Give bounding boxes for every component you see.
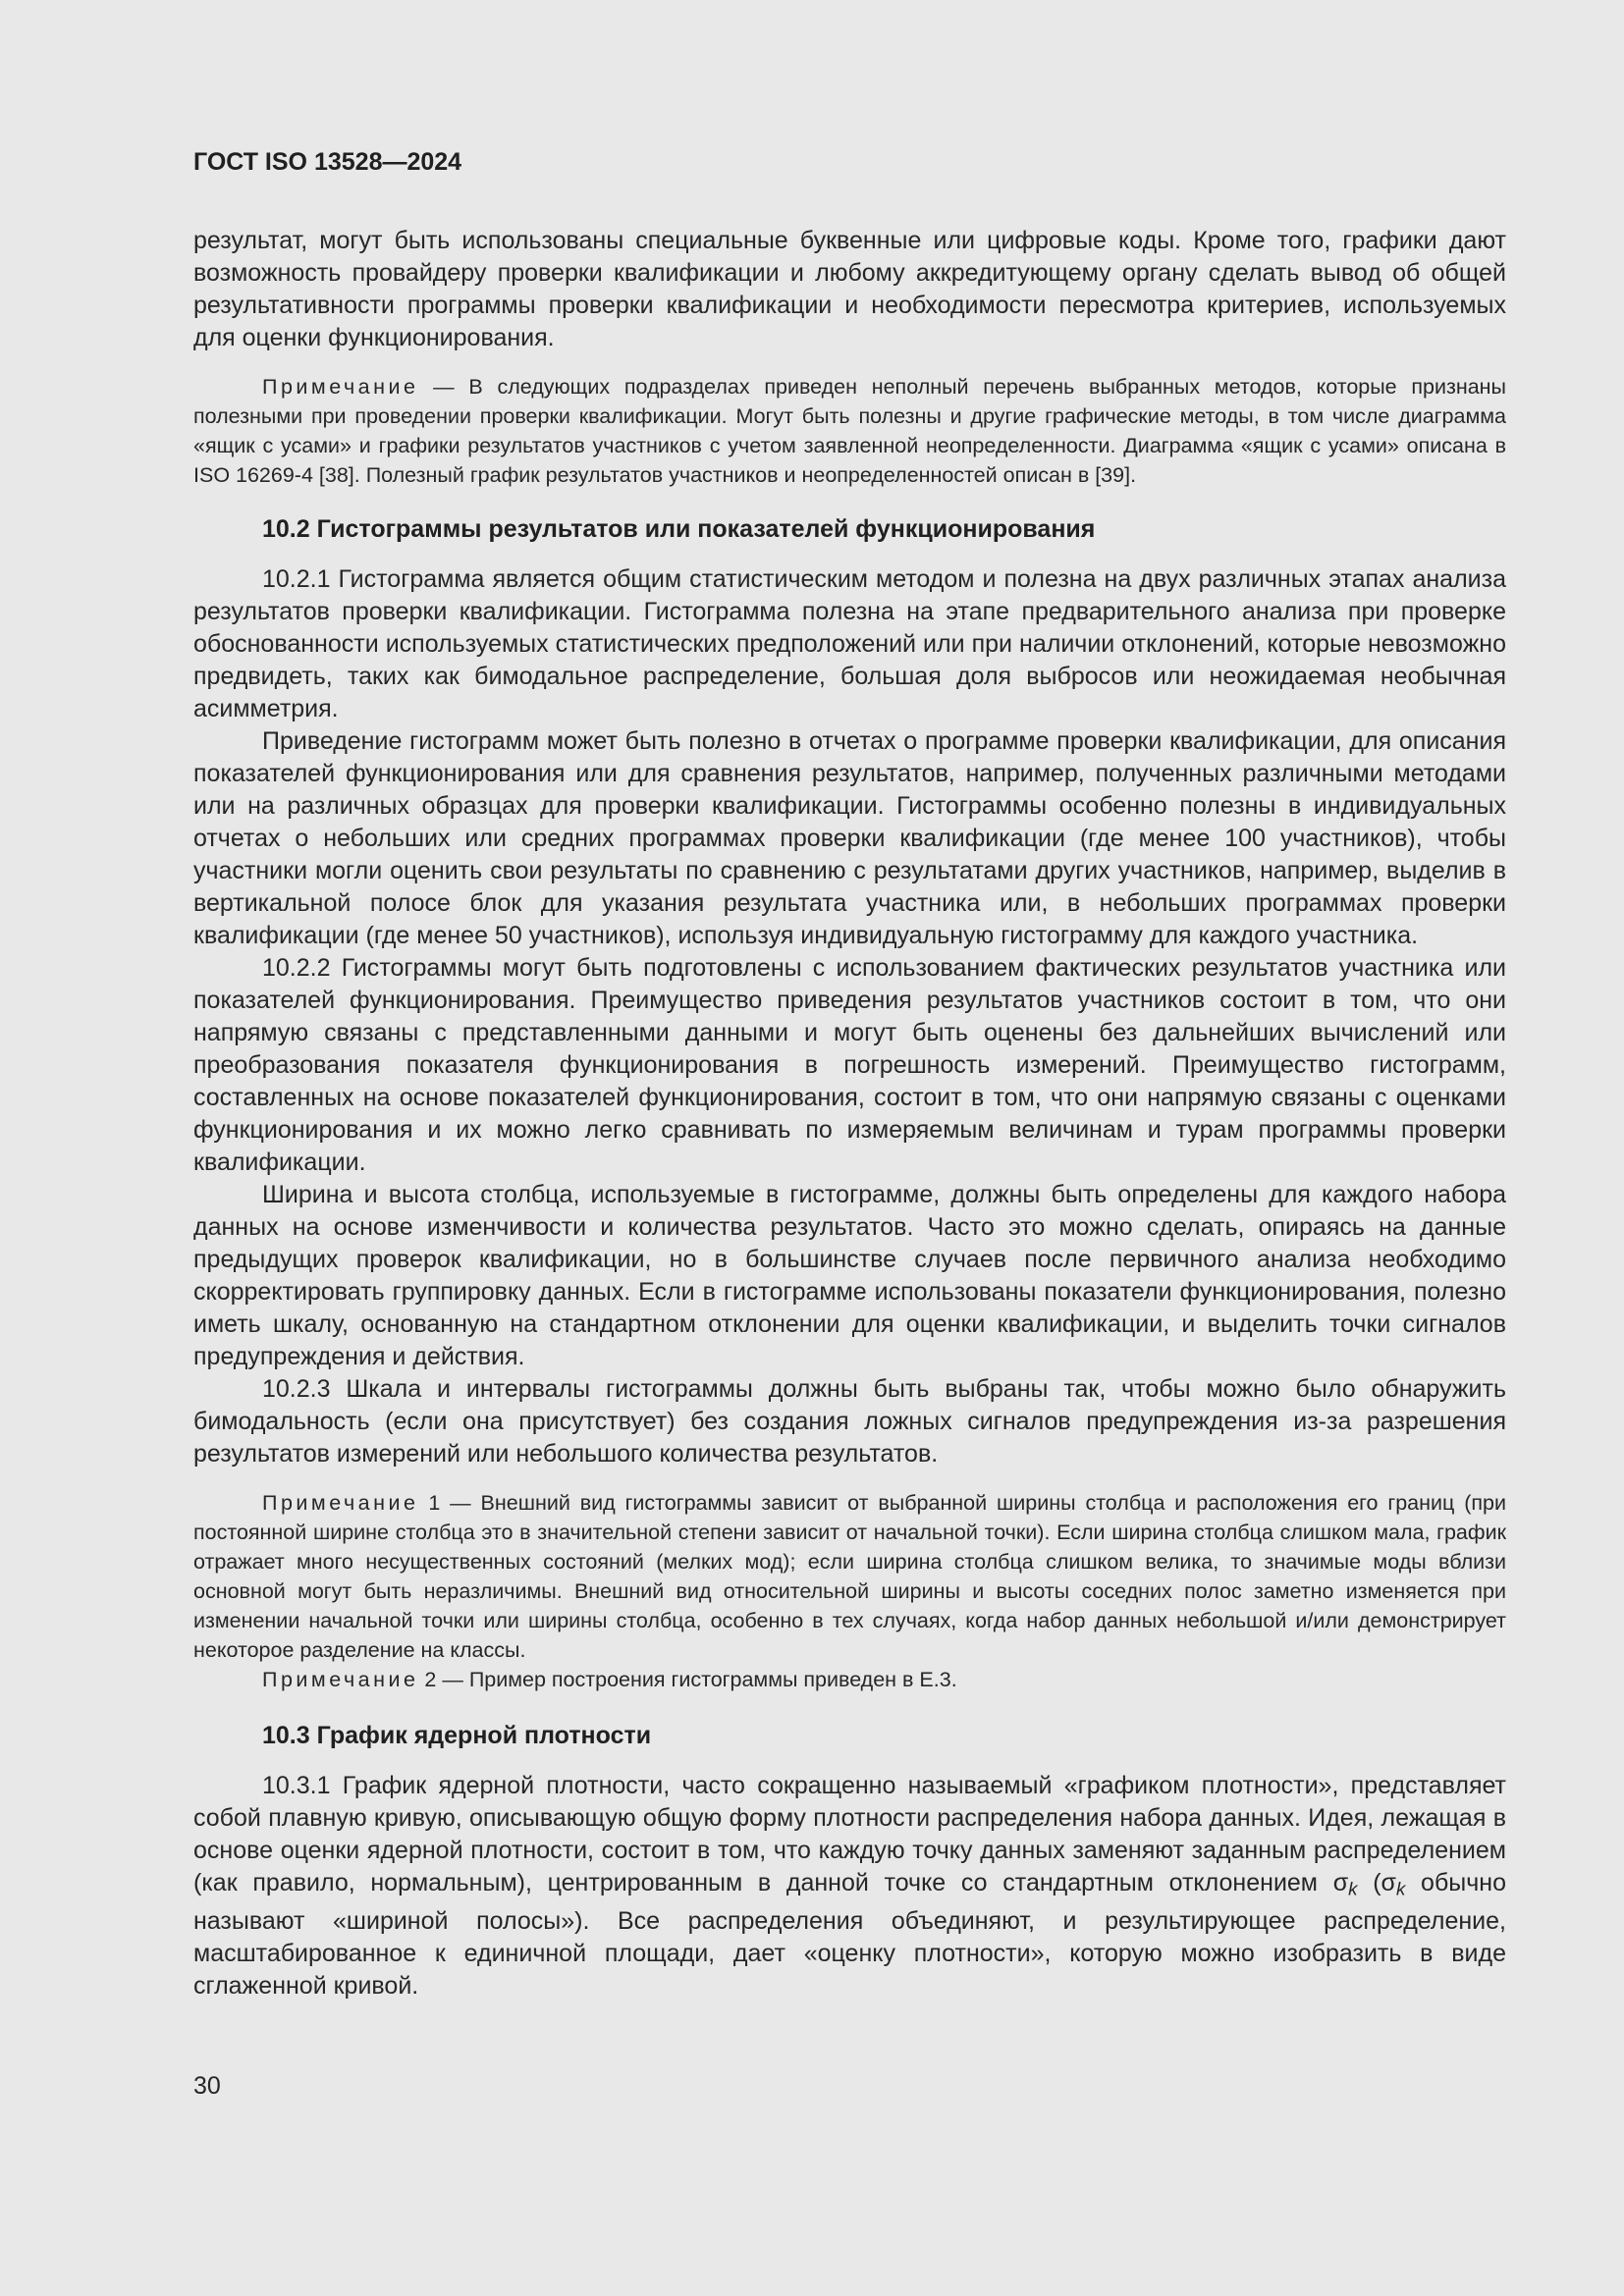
note-text: 2 — Пример построения гистограммы приведен в Е.3.: [418, 1668, 957, 1691]
note-label: Примечание: [262, 375, 419, 399]
paragraph-10-2-1: 10.2.1 Гистограмма является общим статистическим методом и полезна на двух различных этапах анализа результатов проверки квалификации. Гистограмма полезна на этапе предварительного анализа при проверке обоснованности используемых статистических предположений или при наличии отклонений, которые невозможно предвидеть, таких как бимодальное распределение, большая доля выбросов или неожидаемая необычная асимметрия.: [193, 565, 1506, 722]
paragraph-10-2-2: 10.2.2 Гистограммы могут быть подготовлены с использованием фактических результатов участника или показателей функционирования. Преимущество приведения результатов участников состоит в том, что они напрямую связаны с представленными данными и могут быть оценены без дальнейших вычислений или преобразования показателя функционирования в погрешность измерений. Преимущество гистограмм, составленных на основе показателей функционирования, состоит в том, что они напрямую связаны с оценками функционирования и их можно легко сравнивать по измеряемым величинам и турам программы проверки квалификации.: [193, 954, 1506, 1176]
document-content: [193, 225, 1506, 2002]
sigma-subscript: k: [1395, 1878, 1406, 1899]
intro-paragraph: результат, могут быть использованы специальные буквенные или цифровые коды. Кроме того, графики дают возможность провайдеру проверки квалификации и любому аккредитующему органу сделать вывод об общей результативности программы проверки квалификации и необходимости пересмотра критериев, используемых для оценки функционирования.: [193, 227, 1506, 351]
intro-note: [193, 372, 1506, 490]
paragraph-text-start: 10.3.1 График ядерной плотности, часто сокращенно называемый «графиком плотности», представляет собой плавную кривую, описывающую общую форму плотности распределения набора данных. Идея, лежащая в основе оценки ядерной плотности, состоит в том, что каждую точку данных заменяют заданным распределением (как правило, нормальным), центрированным в данной точке со стандартным отклонением: [193, 1772, 1506, 1896]
page-number: 30: [193, 2072, 221, 2100]
section-heading-10-3: 10.3 График ядерной плотности: [262, 1722, 652, 1749]
sigma-symbol: σ: [1380, 1869, 1396, 1896]
note-label: Примечание: [262, 1491, 419, 1515]
paragraph-10-2-2-b: Ширина и высота столбца, используемые в гистограмме, должны быть определены для каждого набора данных на основе изменчивости и количества результатов. Часто это можно сделать, опираясь на данные предыдущих проверок квалификации, но в большинстве случаев после первичного анализа необходимо скорректировать группировку данных. Если в гистограмме использованы показатели функционирования, полезно иметь шкалу, основанную на стандартном отклонении для оценки квалификации, и выделить точки сигналов предупреждения и действия.: [193, 1181, 1506, 1370]
note-1: [193, 1488, 1506, 1665]
note-label: Примечание: [262, 1668, 419, 1691]
section-heading-10-2: 10.2 Гистограммы результатов или показателей функционирования: [262, 515, 1096, 543]
document-header: ГОСТ ISO 13528—2024: [193, 148, 462, 176]
paragraph-text-end: обычно называют «шириной полосы»). Все распределения объединяют, и результирующее распределение, масштабированное к единичной площади, дает «оценку плотности», которую можно изобразить в виде сглаженной кривой.: [193, 1869, 1506, 2000]
note-2: [193, 1665, 1506, 1694]
paren-open: (: [1357, 1869, 1381, 1896]
paragraph-10-2-1-b: Приведение гистограмм может быть полезно в отчетах о программе проверки квалификации, для описания показателей функционирования или для сравнения результатов, например, полученных различными методами или на различных образцах для проверки квалификации. Гистограммы особенно полезны в индивидуальных отчетах о небольших или средних программах проверки квалификации (где менее 100 участников), чтобы участники могли оценить свои результаты по сравнению с результатами других участников, например, выделив в вертикальной полосе блок для указания результата участника или, в небольших программах проверки квалификации (где менее 50 участников), используя индивидуальную гистограмму для каждого участника.: [193, 727, 1506, 949]
paragraph-10-2-3: 10.2.3 Шкала и интервалы гистограммы должны быть выбраны так, чтобы можно было обнаружить бимодальность (если она присутствует) без создания ложных сигналов предупреждения из-за разрешения результатов измерений или небольшого количества результатов.: [193, 1375, 1506, 1468]
sigma-symbol: σ: [1332, 1869, 1349, 1896]
note-text: — В следующих подразделах приведен неполный перечень выбранных методов, которые признаны полезными при проведении проверки квалификации. Могут быть полезны и другие графические методы, в том числе диаграмма «ящик с усами» и графики результатов участников с учетом заявленной неопределенности. Диаграмма «ящик с усами» описана в ISO 16269-4 [38]. Полезный график результатов участников и неопределенностей описан в [39].: [193, 375, 1506, 487]
sigma-subscript: k: [1348, 1878, 1358, 1899]
paragraph-10-3-1: [193, 1770, 1506, 2002]
note-text: 1 — Внешний вид гистограммы зависит от выбранной ширины столбца и расположения его границ (при постоянной ширине столбца это в значительной степени зависит от начальной точки). Если ширина столбца слишком мала, график отражает много несущественных состояний (мелких мод); если ширина столбца слишком велика, то значимые моды вблизи основной могут быть неразличимы. Внешний вид относительной ширины и высоты соседних полос заметно изменяется при изменении начальной точки или ширины столбца, особенно в тех случаях, когда набор данных небольшой и/или демонстрирует некоторое разделение на классы.: [193, 1491, 1506, 1662]
